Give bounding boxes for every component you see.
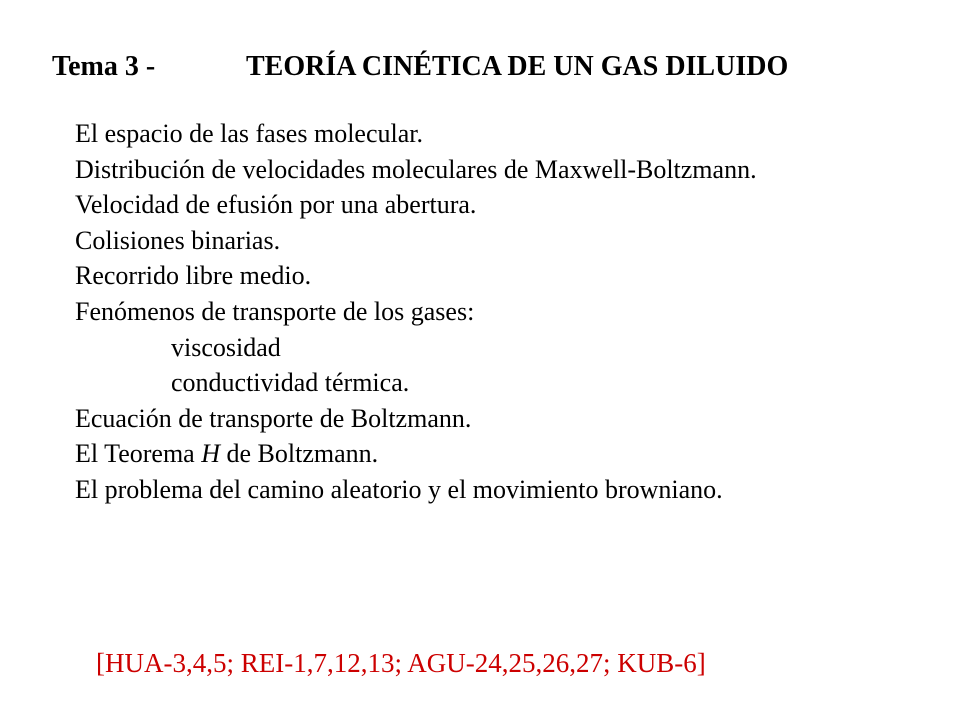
list-item: El problema del camino aleatorio y el movimiento browniano. xyxy=(75,474,723,504)
sub-list-item: conductividad térmica. xyxy=(171,368,410,398)
topic-title: TEORÍA CINÉTICA DE UN GAS DILUIDO xyxy=(246,51,789,82)
list-item: Fenómenos de transporte de los gases: xyxy=(75,296,475,326)
list-item: Velocidad de efusión por una abertura. xyxy=(75,190,477,220)
topic-number: Tema 3 - xyxy=(52,51,156,82)
page-title xyxy=(52,50,788,84)
list-item: Recorrido libre medio. xyxy=(75,261,312,291)
list-item: Distribución de velocidades moleculares de Maxwell-Boltzmann. xyxy=(75,154,757,184)
sub-list-item: viscosidad xyxy=(171,332,281,362)
list-item: Ecuación de transporte de Boltzmann. xyxy=(75,403,472,433)
list-item-text: El Teorema xyxy=(75,439,202,469)
list-item xyxy=(75,436,757,472)
topic-list xyxy=(75,116,757,508)
list-item: Colisiones binarias. xyxy=(75,225,281,255)
list-item-text: de Boltzmann. xyxy=(220,439,379,469)
list-item-italic: H xyxy=(201,439,220,469)
references: [HUA-3,4,5; REI-1,7,12,13; AGU-24,25,26,27; KUB-6] xyxy=(96,648,706,678)
list-item: El espacio de las fases molecular. xyxy=(75,119,423,148)
